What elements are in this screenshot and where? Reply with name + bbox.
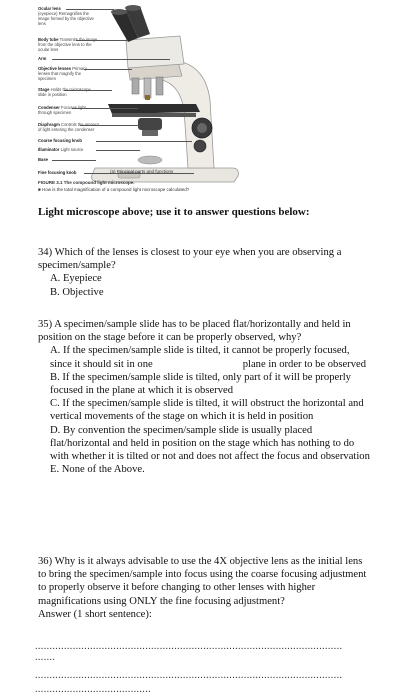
- bullet-icon: ■: [38, 187, 42, 192]
- leader-line: [64, 90, 112, 91]
- question-35-option-e: E. None of the Above.: [50, 464, 145, 476]
- answer-line[interactable]: ..........................................................................................................: [35, 670, 343, 681]
- label-base: Base: [38, 157, 49, 162]
- question-34-text: 34) Which of the lenses is closest to your eye when you are observing a specimen/sample?: [38, 247, 342, 272]
- label-condenser: Condenser Focuses light through specimen: [38, 105, 86, 115]
- question-35-option-a: A. If the specimen/sample slide is tilted, it cannot be properly focused, since it should sit in one plane in order to be observed: [50, 345, 366, 370]
- figure-caption: FIGURE 3.1 The compound light microscope.: [38, 180, 135, 185]
- question-34-option-a: A. Eyepiece: [50, 273, 102, 285]
- question-36: [38, 555, 373, 621]
- label-stage: Stage Holds the microscope slide in position: [38, 87, 91, 97]
- leader-line: [76, 40, 128, 41]
- question-34: [38, 246, 373, 299]
- label-illuminator: Illuminator Light source: [38, 147, 84, 152]
- question-35: [38, 318, 373, 476]
- leader-line: [84, 69, 132, 70]
- label-arm: Arm: [38, 56, 47, 61]
- question-35-text: 35) A specimen/sample slide has to be placed flat/horizontally and held in position on the stage before it can be properly observed, why?: [38, 319, 351, 344]
- question-34-option-b: B. Objective: [50, 286, 104, 298]
- question-35-option-c: C. If the specimen/sample slide is tilted, it will obstruct the horizontal and vertical movements of the stage on which it is held in position: [50, 398, 364, 423]
- leader-line: [80, 125, 140, 126]
- label-ocular-lens: Ocular lens (eyepiece) Remagnifies the image formed by the objective lens: [38, 6, 94, 26]
- question-35-option-d: D. By convention the specimen/sample slide is usually placed flat/horizontal and held in position on the stage which has nothing to do with whether it is tilted or not and does not affect the focus and observation: [50, 424, 370, 463]
- label-objective-lenses: Objective lenses Primary lenses that magnify the specimen: [38, 66, 87, 81]
- figure-side-note: (a) Principal parts and functions: [110, 169, 174, 174]
- answer-line[interactable]: ........................................: [35, 684, 151, 695]
- microscope-figure: [0, 0, 409, 200]
- leader-line: [96, 141, 192, 142]
- label-body-tube: Body tube Transmits the image from the objective lens to the ocular lens: [38, 37, 98, 52]
- answer-line[interactable]: ..........................................................................................................: [35, 641, 343, 652]
- question-36-text: 36) Why is it always advisable to use the 4X objective lens as the initial lens to bring the specimen/sample into focus using the coarse focusing adjustment to properly observe it before changing to other lenses with higher magnifications using ONLY the fine focusing adjustment?: [38, 556, 367, 607]
- leader-line: [52, 160, 96, 161]
- label-fine-focusing-knob: Fine focusing knob: [38, 170, 77, 175]
- answer-prompt: Answer (1 short sentence):: [38, 608, 152, 620]
- leader-line: [72, 108, 138, 109]
- answer-line[interactable]: .......: [35, 652, 56, 663]
- question-35-option-b: B. If the specimen/sample slide is tilted, only part of it will be properly focused in the plane at which it is observed: [50, 371, 351, 397]
- intro-heading: Light microscope above; use it to answer questions below:: [38, 206, 310, 218]
- leader-line: [52, 59, 170, 60]
- leader-line: [96, 150, 140, 151]
- label-diaphragm: Diaphragm Controls the amount of light entering the condenser: [38, 122, 99, 132]
- figure-question: ■ How is the total magnification of a compound light microscope calculated?: [38, 187, 190, 192]
- label-coarse-focusing-knob: Coarse focusing knob: [38, 138, 82, 143]
- leader-line: [66, 9, 114, 10]
